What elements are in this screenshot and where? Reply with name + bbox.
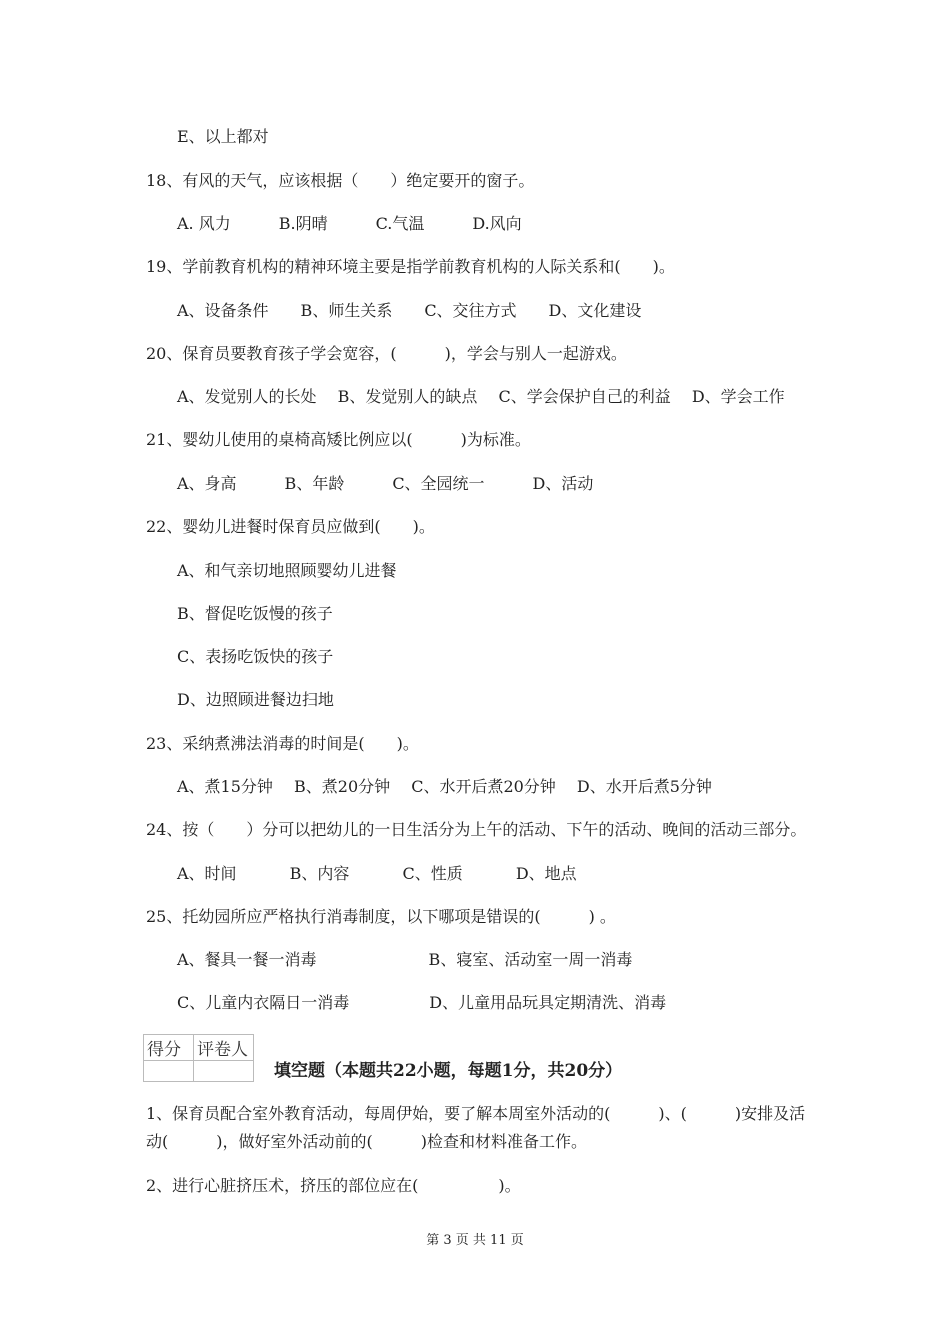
question-21: 21、婴幼儿使用的桌椅高矮比例应以( )为标准。 <box>146 430 531 449</box>
question-18-options: A. 风力 B.阴晴 C.气温 D.风向 <box>177 214 522 233</box>
question-18: 18、有风的天气，应该根据（ ）绝定要开的窗子。 <box>146 171 535 190</box>
page-footer: 第 3 页 共 11 页 <box>426 1233 524 1248</box>
grader-cell <box>194 1061 254 1082</box>
fill-question-2: 2、进行心脏挤压术，挤压的部位应在( )。 <box>146 1176 521 1195</box>
question-22-option-d: D、边照顾进餐边扫地 <box>177 690 334 709</box>
question-22-option-a: A、和气亲切地照顾婴幼儿进餐 <box>177 561 397 580</box>
question-25-options-cd: C、儿童内衣隔日一消毒 D、儿童用品玩具定期清洗、消毒 <box>177 993 667 1012</box>
question-24: 24、按（ ）分可以把幼儿的一日生活分为上午的活动、下午的活动、晚间的活动三部分。 <box>146 820 807 839</box>
question-22-option-b: B、督促吃饭慢的孩子 <box>177 604 333 623</box>
question-23: 23、采纳煮沸法消毒的时间是( )。 <box>146 734 419 753</box>
question-21-options: A、身高 B、年龄 C、全园统一 D、活动 <box>177 474 594 493</box>
question-25: 25、托幼园所应严格执行消毒制度，以下哪项是错误的( ) 。 <box>146 907 616 926</box>
question-22-option-c: C、表扬吃饭快的孩子 <box>177 647 334 666</box>
fill-question-1-line-1: 1、保育员配合室外教育活动，每周伊始，要了解本周室外活动的( )、( )安排及活 <box>146 1104 806 1123</box>
question-24-options: A、时间 B、内容 C、性质 D、地点 <box>177 864 577 883</box>
score-header: 得分 <box>144 1035 194 1061</box>
question-20-options: A、发觉别人的长处 B、发觉别人的缺点 C、学会保护自己的利益 D、学会工作 <box>177 387 785 406</box>
question-25-options-ab: A、餐具一餐一消毒 B、寝室、活动室一周一消毒 <box>177 950 633 969</box>
question-20: 20、保育员要教育孩子学会宽容，( )，学会与别人一起游戏。 <box>146 344 627 363</box>
score-table <box>143 1034 254 1082</box>
grader-header: 评卷人 <box>194 1035 254 1061</box>
fill-question-1-line-2: 动( )，做好室外活动前的( )检查和材料准备工作。 <box>146 1132 587 1151</box>
section-title: 填空题（本题共22小题，每题1分，共20分） <box>274 1061 623 1081</box>
score-cell <box>144 1061 194 1082</box>
question-19: 19、学前教育机构的精神环境主要是指学前教育机构的人际关系和( )。 <box>146 257 675 276</box>
question-22: 22、婴幼儿进餐时保育员应做到( )。 <box>146 517 435 536</box>
question-23-options: A、煮15分钟 B、煮20分钟 C、水开后煮20分钟 D、水开后煮5分钟 <box>177 777 712 796</box>
option-e-all-correct: E、以上都对 <box>177 127 269 146</box>
question-19-options: A、设备条件 B、师生关系 C、交往方式 D、文化建设 <box>177 301 642 320</box>
